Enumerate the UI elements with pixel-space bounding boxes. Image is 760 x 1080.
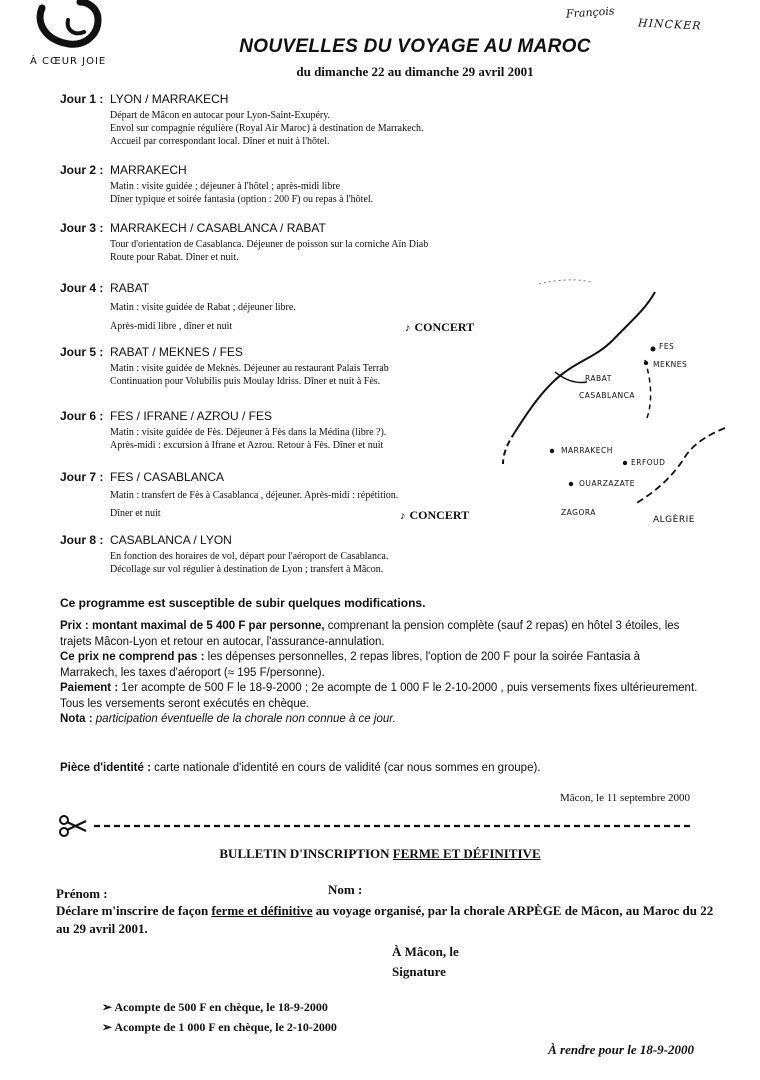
deposit-item (102, 1000, 328, 1015)
day-3 (60, 221, 520, 264)
map-label: RABAT (585, 374, 612, 383)
day-label: Jour 6 : (60, 409, 104, 423)
arrow-icon: ➢ (102, 1020, 115, 1034)
day-label: Jour 8 : (60, 533, 104, 547)
day-title: RABAT / MEKNES / FES (110, 345, 243, 359)
day-line: Après-midi libre , dîner et nuit (110, 321, 233, 332)
signature-place: À Mâcon, le (392, 944, 459, 959)
day-line: Matin : visite guidée de Meknès. Déjeuner au restaurant Palais Terrab (110, 363, 389, 374)
first-name-label: Prénom : (56, 886, 108, 901)
map-point-erfoud (623, 461, 627, 465)
program-note: Ce programme est susceptible de subir quelques modifications. (60, 596, 426, 610)
declaration-underlined: ferme et définitive (211, 903, 313, 918)
day-line: Départ de Mâcon en autocar pour Lyon-Saint-Exupéry. (110, 110, 331, 121)
map-point-fes (651, 347, 656, 352)
day-title: CASABLANCA / LYON (110, 533, 232, 547)
day-line: Envol sur compagnie régulière (Royal Air Maroc) à destination de Marrakech. (110, 123, 424, 134)
day-1 (60, 92, 520, 148)
signature-label: Signature (392, 964, 446, 979)
form-title (0, 846, 760, 862)
declaration-part1: Déclare m'inscrire de façon (56, 903, 212, 918)
price-details: comprenant la pension complète (sauf 2 repas) en hôtel 3 étoiles, les trajets Mâcon-Lyon et retour en autocar, l'assurance-annulation. (60, 620, 680, 648)
payment-label: Paiement : (60, 682, 119, 694)
map-label: MEKNES (653, 360, 688, 369)
day-title: FES / IFRANE / AZROU / FES (110, 409, 273, 423)
last-name-label: Nom : (328, 882, 363, 897)
deposit-text: Acompte de 500 F en chèque, le 18-9-2000 (114, 1000, 328, 1014)
handwritten-first-name: François (565, 4, 615, 21)
day-label: Jour 1 : (60, 92, 104, 106)
day-label: Jour 3 : (60, 221, 104, 235)
price-label: Prix : (60, 620, 89, 632)
day-line: Accueil par correspondant local. Dîner et nuit à l'hôtel. (110, 136, 330, 147)
map-label: CASABLANCA (579, 391, 636, 400)
excludes-label: Ce prix ne comprend pas : (60, 651, 205, 663)
day-line: Matin : visite guidée de Rabat ; déjeuner libre. (110, 302, 296, 313)
day-line: Décollage sur vol régulier à destination de Lyon ; transfert à Mâcon. (110, 564, 384, 575)
nota-details: participation éventuelle de la chorale non connue à ce jour. (92, 713, 396, 725)
map-label: ALGÉRIE (653, 515, 695, 525)
handwritten-name (560, 2, 750, 38)
day-2 (60, 163, 520, 206)
map-label: MARRAKECH (561, 446, 613, 455)
day-label: Jour 2 : (60, 163, 104, 177)
concert-marker-day-4 (405, 320, 474, 335)
map-label: FES (659, 342, 675, 351)
day-8 (60, 533, 520, 576)
day-title: LYON / MARRAKECH (110, 92, 229, 106)
note-icon: ♪ (400, 510, 406, 522)
day-label: Jour 7 : (60, 470, 104, 484)
day-line: Après-midi : excursion à Ifrane et Azrou. Retour à Fès. Dîner et nuit (110, 440, 384, 451)
map-label: ERFOUD (631, 458, 666, 467)
payment-details: 1er acompte de 500 F le 18-9-2000 ; 2e acompte de 1 000 F le 2-10-2000 , puis versements fixes ultérieurement. Tous les versements seront exécutés en chèque. (60, 682, 698, 710)
day-line: Continuation pour Volubilis puis Moulay Idriss. Dîner et nuit à Fès. (110, 376, 381, 387)
declaration-part2: au voyage organisé, par la chorale ARPÈGE de Mâcon, au Maroc du 22 au 29 avril 2001. (56, 903, 714, 936)
scissors-icon (60, 816, 86, 836)
form-title-plain: BULLETIN D'INSCRIPTION (219, 846, 393, 861)
day-title: MARRAKECH / CASABLANCA / RABAT (110, 221, 326, 235)
identity-details: carte nationale d'identité en cours de validité (car nous sommes en groupe). (150, 762, 541, 774)
identity-info (60, 761, 700, 776)
arrow-icon: ➢ (102, 1000, 115, 1014)
day-label: Jour 5 : (60, 345, 104, 359)
nota-label: Nota : (60, 713, 93, 725)
day-label: Jour 4 : (60, 281, 104, 295)
signature-block (392, 942, 459, 982)
form-title-underlined: FERME ET DÉFINITIVE (392, 846, 541, 861)
price-line (60, 619, 700, 650)
map-point-meknes (644, 361, 648, 365)
deposit-text: Acompte de 1 000 F en chèque, le 2-10-2000 (114, 1020, 337, 1034)
concert-label: CONCERT (414, 320, 475, 334)
map-outline (495, 260, 755, 540)
page-subtitle: du dimanche 22 au dimanche 29 avril 2001 (296, 64, 534, 79)
day-title: FES / CASABLANCA (110, 470, 225, 484)
return-by: À rendre pour le 18-9-2000 (548, 1042, 694, 1057)
day-line: Matin : visite guidée ; déjeuner à l'hôtel ; après-midi libre (110, 181, 341, 192)
cut-line (58, 812, 694, 838)
day-line: Dîner et nuit (110, 508, 161, 519)
concert-marker-day-7 (400, 508, 469, 523)
deposit-item (102, 1020, 337, 1035)
nota-line (60, 712, 700, 728)
place-date: Mâcon, le 11 septembre 2000 (559, 792, 690, 804)
identity-label: Pièce d'identité : (60, 762, 151, 774)
day-6 (60, 409, 520, 452)
day-title: RABAT (110, 281, 150, 295)
declaration (56, 902, 716, 938)
map-label: ZAGORA (561, 508, 596, 517)
note-icon: ♪ (405, 322, 411, 334)
handwritten-last-name: HINCKER (637, 16, 702, 33)
day-line: Tour d'orientation de Casablanca. Déjeuner de poisson sur la corniche Aïn Diab (110, 239, 429, 250)
price-info (60, 619, 700, 728)
price-amount: montant maximal de 5 400 F par personne, (91, 620, 325, 632)
concert-label: CONCERT (409, 508, 470, 522)
day-line: Dîner typique et soirée fantasia (option : 200 F) ou repas à l'hôtel. (110, 194, 374, 205)
day-5 (60, 345, 520, 388)
day-line: Matin : transfert de Fès à Casablanca , déjeuner. Après-midi : répétition. (110, 490, 399, 501)
day-title: MARRAKECH (110, 163, 187, 177)
excludes-line (60, 650, 700, 681)
logo-text: À CŒUR JOIE (30, 56, 107, 67)
day-line: En fonction des horaires de vol, départ pour l'aéroport de Casablanca. (110, 551, 389, 562)
excludes-details: les dépenses personnelles, 2 repas libres, l'option de 200 F pour la soirée Fantasia à Marrakech, les taxes d'aéroport (≈ 195 F/personne). (60, 651, 641, 679)
day-line: Matin : visite guidée de Fès. Déjeuner à Fès dans la Médina (libre ?). (110, 427, 387, 438)
day-line: Route pour Rabat. Dîner et nuit. (110, 252, 239, 263)
map-point-ouarzazate (569, 482, 573, 486)
map-label: OUARZAZATE (579, 479, 636, 488)
map-point-marrakech (550, 449, 554, 453)
morocco-map (495, 260, 755, 540)
payment-line (60, 681, 700, 712)
page-title: NOUVELLES DU VOYAGE AU MAROC (239, 36, 591, 57)
